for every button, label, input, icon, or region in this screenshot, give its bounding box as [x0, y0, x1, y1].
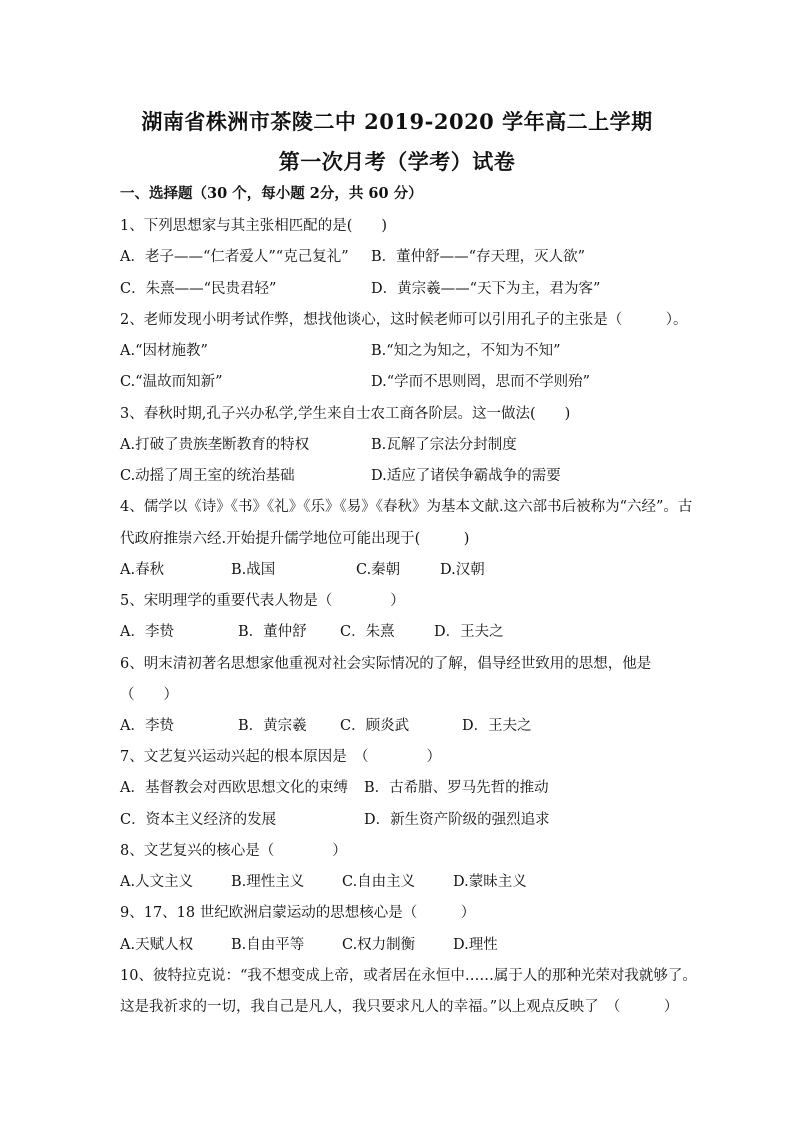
option: C.动摇了周王室的统治基础: [120, 468, 295, 484]
option: B．董仲舒——“存天理，灭人欲”: [371, 249, 585, 265]
exam-title: 湖南省株洲市茶陵二中 2019-2020 学年高二上学期: [141, 109, 653, 134]
question-stem: 3、春秋时期,孔子兴办私学,学生来自士农工商各阶层。这一做法( ): [120, 406, 571, 422]
option: D.汉朝: [440, 562, 485, 578]
option: B．古希腊、罗马先哲的推动: [364, 780, 549, 796]
section-heading: 一、选择题（30 个，每小题 2分，共 60 分）: [120, 185, 423, 202]
option: A．李贽: [120, 718, 174, 734]
question-stem: 9、17、18 世纪欧洲启蒙运动的思想核心是（ ）: [120, 905, 476, 921]
option: C．顾炎武: [340, 718, 410, 734]
question-stem: 7、文艺复兴运动兴起的根本原因是 （ ）: [120, 749, 441, 765]
option: A.天赋人权: [120, 937, 194, 953]
option: B．董仲舒: [238, 624, 307, 640]
option: A.春秋: [120, 562, 165, 578]
option: D.“学而不思则罔，思而不学则殆”: [371, 374, 591, 390]
option: B.“知之为知之，不知为不知”: [371, 343, 561, 359]
option: D．王夫之: [462, 718, 532, 734]
option: C．资本主义经济的发展: [120, 812, 277, 828]
option: A.人文主义: [120, 874, 194, 890]
question-stem: 4、儒学以《诗》《书》《礼》《乐》《易》《春秋》为基本文献.这六部书后被称为“六经”。古: [120, 499, 693, 515]
option: B.瓦解了宗法分封制度: [371, 437, 517, 453]
question-stem: 这是我祈求的一切，我自己是凡人，我只要求凡人的幸福。”以上观点反映了 （ ）: [120, 999, 679, 1015]
option: B.战国: [231, 562, 276, 578]
option: D．王夫之: [434, 624, 504, 640]
option: A．李贽: [120, 624, 174, 640]
option: D．黄宗羲——“天下为主，君为客”: [371, 281, 601, 297]
question-stem: 1、下列思想家与其主张相匹配的是( ): [120, 218, 388, 234]
exam-subtitle: 第一次月考（学考）试卷: [278, 149, 516, 174]
option: D.理性: [453, 937, 498, 953]
question-stem: 10、彼特拉克说：“我不想变成上帝，或者居在永恒中……属于人的那种光荣对我就够了。: [120, 968, 697, 984]
option: D．新生资产阶级的强烈追求: [364, 812, 550, 828]
option: C．朱熹: [340, 624, 395, 640]
option: C.“温故而知新”: [120, 374, 223, 390]
option: D.适应了诸侯争霸战争的需要: [371, 468, 561, 484]
option: C.权力制衡: [342, 937, 416, 953]
option: A.打破了贵族垄断教育的特权: [120, 437, 310, 453]
question-stem: 代政府推崇六经.开始提升儒学地位可能出现于( ): [120, 531, 470, 547]
option: D.蒙昧主义: [453, 874, 527, 890]
question-stem: （ ）: [120, 687, 178, 703]
question-stem: 2、老师发现小明考试作弊，想找他谈心，这时候老师可以引用孔子的主张是（ ）。: [120, 312, 688, 328]
option: B．黄宗羲: [238, 718, 307, 734]
option: A.“因材施教”: [120, 343, 208, 359]
option: C.自由主义: [342, 874, 416, 890]
option: C.秦朝: [356, 562, 401, 578]
option: A．基督教会对西欧思想文化的束缚: [120, 780, 348, 796]
option: C．朱熹——“民贵君轻”: [120, 281, 277, 297]
question-stem: 8、文艺复兴的核心是（ ）: [120, 843, 347, 859]
option: A．老子——“仁者爱人”“克己复礼”: [120, 249, 349, 265]
question-stem: 5、宋明理学的重要代表人物是（ ）: [120, 593, 405, 609]
option: B.自由平等: [231, 937, 305, 953]
question-stem: 6、明末清初著名思想家他重视对社会实际情况的了解，倡导经世致用的思想，他是: [120, 656, 652, 672]
option: B.理性主义: [231, 874, 305, 890]
